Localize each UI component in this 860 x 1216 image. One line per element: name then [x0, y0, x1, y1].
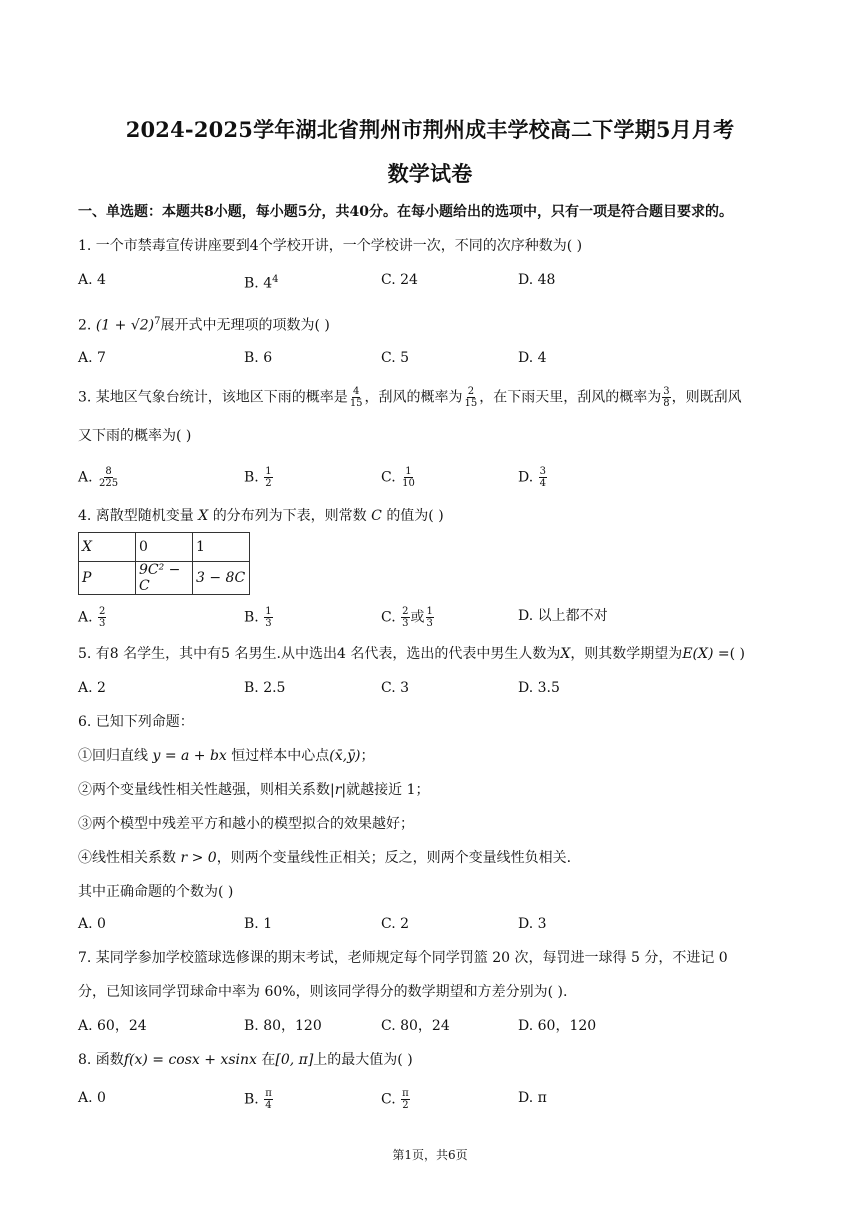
fraction: $\frac{4}{15}$ — [349, 386, 363, 409]
q3-option-c: C. $\frac{1}{10}$ — [381, 466, 415, 489]
q4-option-c: C. $\frac{2}{3}$ 或 $\frac{1}{3}$ — [381, 606, 433, 629]
table-cell: 9C² − C — [136, 562, 193, 595]
q8-option-d: D. π — [518, 1090, 547, 1106]
question-6-stem: 6. 已知下列命题： — [78, 714, 194, 730]
q7-option-c: C. 80，24 — [381, 1018, 450, 1034]
q6-option-a: A. 0 — [78, 916, 106, 932]
q6-question: 其中正确命题的个数为( ) — [78, 884, 234, 900]
question-7-stem-line2: 分，已知该同学罚球命中率为 60%，则该同学得分的数学期望和方差分别为( ). — [78, 984, 568, 1000]
question-1-stem: 1. 一个市禁毒宣传讲座要到4个学校开讲，一个学校讲一次，不同的次序种数为( ) — [78, 238, 583, 254]
table-cell: 1 — [193, 533, 250, 562]
q4-option-d: D. 以上都不对 — [518, 608, 608, 624]
q7-option-a: A. 60，24 — [78, 1018, 147, 1034]
q7-option-b: B. 80，120 — [244, 1018, 322, 1034]
exam-subtitle: 数学试卷 — [387, 161, 473, 186]
q6-statement-2: ②两个变量线性相关性越强，则相关系数|r|就越接近 1； — [78, 782, 430, 798]
q6-option-d: D. 3 — [518, 916, 547, 932]
question-3-stem: 3. 某地区气象台统计，该地区下雨的概率是 $\frac{4}{15}$ ，刮风的概率为 $\frac{2}{15}$ ，在下雨天里，刮风的概率为 $\frac{3}{8}$ ，则既刮风 — [78, 386, 742, 409]
distribution-table — [78, 532, 250, 595]
table-cell: 0 — [136, 533, 193, 562]
q4-option-a: A. $\frac{2}{3}$ — [78, 606, 106, 629]
exam-title: 2024-2025学年湖北省荆州市荆州成丰学校高二下学期5月月考 — [125, 117, 735, 142]
question-7-stem: 7. 某同学参加学校篮球选修课的期末考试，老师规定每个同学罚篮 20 次，每罚进一球得 5 分，不进记 0 — [78, 950, 728, 966]
q6-statement-1: ①回归直线 y = a + bx 恒过样本中心点(x̄,ȳ)； — [78, 748, 375, 764]
q6-statement-3: ③两个模型中残差平方和越小的模型拟合的效果越好； — [78, 816, 414, 832]
q1-option-d: D. 48 — [518, 272, 556, 288]
q2-option-c: C. 5 — [381, 350, 410, 366]
q2-option-a: A. 7 — [78, 350, 106, 366]
q4-option-b: B. $\frac{1}{3}$ — [244, 606, 272, 629]
q8-option-b: B. $\frac{\pi}{4}$ — [244, 1088, 272, 1111]
q5-option-c: C. 3 — [381, 680, 410, 696]
q5-option-a: A. 2 — [78, 680, 106, 696]
q6-option-c: C. 2 — [381, 916, 410, 932]
q5-option-d: D. 3.5 — [518, 680, 560, 696]
q8-option-a: A. 0 — [78, 1090, 106, 1106]
table-row — [79, 562, 250, 595]
q6-statement-4: ④线性相关系数 r > 0，则两个变量线性正相关；反之，则两个变量线性负相关. — [78, 850, 572, 866]
table-row — [79, 533, 250, 562]
q2-option-b: B. 6 — [244, 350, 273, 366]
q1-option-c: C. 24 — [381, 272, 418, 288]
q3-option-d: D. $\frac{3}{4}$ — [518, 466, 547, 489]
question-2-stem: 2. $(1 + √2)^7$展开式中无理项的项数为( ) — [78, 316, 330, 334]
section-heading: 一、单选题：本题共8小题，每小题5分，共40分。在每小题给出的选项中，只有一项是符合题目要求的。 — [78, 204, 733, 220]
table-cell: P — [79, 562, 136, 595]
q3-option-a: A. $\frac{8}{225}$ — [78, 466, 119, 489]
table-cell: 3 − 8C — [193, 562, 250, 595]
question-4-stem: 4. 离散型随机变量 X 的分布列为下表，则常数 C 的值为( ) — [78, 508, 444, 524]
q8-option-c: C. $\frac{\pi}{2}$ — [381, 1088, 409, 1111]
question-5-stem: 5. 有8 名学生，其中有5 名男生.从中选出4 名代表，选出的代表中男生人数为X，则其数学期望为E(X) =( ) — [78, 646, 745, 662]
page-footer: 第1页，共6页 — [392, 1148, 468, 1162]
table-cell: X — [79, 533, 136, 562]
fraction: $\frac{2}{15}$ — [464, 386, 478, 409]
q5-option-b: B. 2.5 — [244, 680, 286, 696]
question-3-stem-line2: 又下雨的概率为( ) — [78, 428, 192, 444]
fraction: $\frac{3}{8}$ — [663, 386, 670, 409]
q1-option-b: B. $4^4$ — [244, 274, 279, 292]
q7-option-d: D. 60，120 — [518, 1018, 597, 1034]
q6-option-b: B. 1 — [244, 916, 273, 932]
question-8-stem: 8. 函数f(x) = cosx + xsinx 在[0, π]上的最大值为( ) — [78, 1052, 413, 1068]
q2-option-d: D. 4 — [518, 350, 547, 366]
q1-option-a: A. 4 — [78, 272, 106, 288]
q3-option-b: B. $\frac{1}{2}$ — [244, 466, 272, 489]
